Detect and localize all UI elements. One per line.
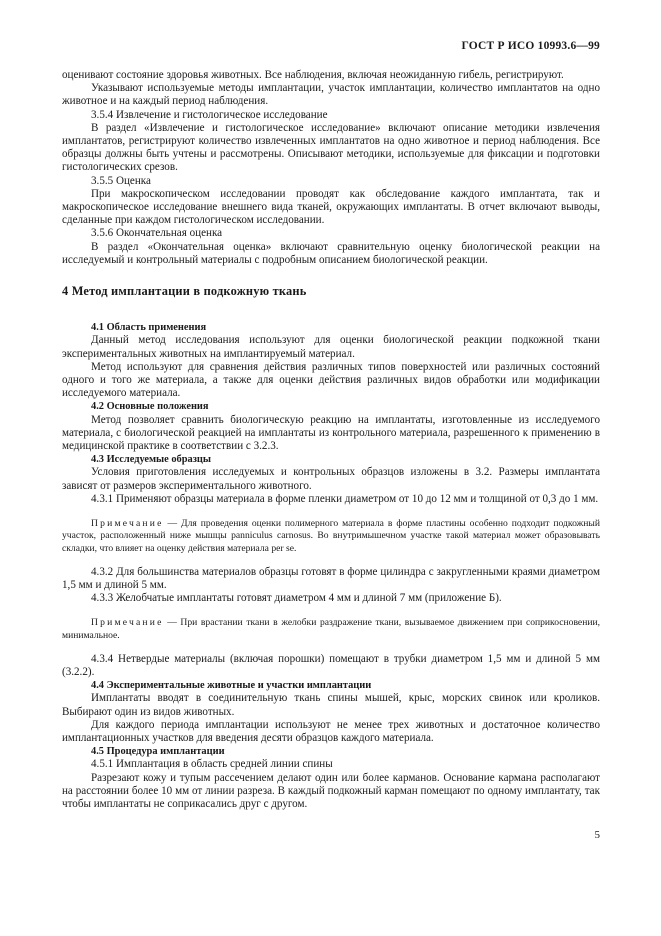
- paragraph: В раздел «Извлечение и гистологическое исследование» включают описание методики извлечения имплантатов, регистрируют количество извлеченных имплантатов на одно животное и период наблюдения. Все образцы должны быть учтены и рассмотрены. Описывают методики, используемые для фиксации и подготовки гистологических срезов.: [62, 121, 600, 174]
- paragraph: Для каждого периода имплантации используют не менее трех животных и достаточное количество имплантационных участков для введения десяти образцов каждого материала.: [62, 718, 600, 744]
- subsection-heading: 4.5 Процедура имплантации: [91, 746, 225, 758]
- document-code-header: ГОСТ Р ИСО 10993.6—99: [461, 40, 600, 52]
- paragraph: При макроскопическом исследовании проводят как обследование каждого имплантата, так и макроскопическое исследование внешнего вида тканей, окружающих имплантаты. В отчет включают выводы, сделанные при каждом гистологическом исследовании.: [62, 187, 600, 227]
- paragraph: Условия приготовления исследуемых и контрольных образцов изложены в 3.2. Размеры имплантата зависят от размеров экспериментального животного.: [62, 466, 600, 492]
- note-label: Примечание: [91, 617, 164, 629]
- note-label: Примечание: [91, 518, 164, 530]
- paragraph: 4.3.3 Желобчатые имплантаты готовят диаметром 4 мм и длиной 7 мм (приложение Б).: [91, 592, 502, 605]
- note-text: — При врастании ткани в желобки раздражение ткани, вызываемое движением при соприкосновении, минимальное.: [62, 617, 600, 641]
- document-body: [62, 69, 600, 811]
- paragraph: Данный метод исследования используют для оценки биологической реакции подкожной ткани экспериментальных животных на имплантируемый материал.: [62, 334, 600, 360]
- paragraph: Разрезают кожу и тупым рассечением делают один или более карманов. Основание кармана располагают на расстоянии более 10 мм от линии разреза. В каждый подкожный карман помещают по одному имплантату, так чтобы имплантаты не соприкасались друг с другом.: [62, 771, 600, 810]
- paragraph: оценивают состояние здоровья животных. Все наблюдения, включая неожиданную гибель, регистрируют.: [62, 69, 564, 81]
- paragraph: Имплантаты вводят в соединительную ткань спины мышей, крыс, морских свинок или кроликов. Выбирают один из видов животных.: [62, 692, 600, 718]
- subsection-heading: 4.4 Экспериментальные животные и участки имплантации: [91, 680, 372, 692]
- paragraph: Метод используют для сравнения действия различных типов поверхностей или различных состояний одного и того же материала, а также для оценки действия различных видов обработки или модификации исследуемого материала.: [62, 360, 600, 400]
- subsection-heading: 4.3 Исследуемые образцы: [91, 454, 211, 466]
- section-heading: 4 Метод имплантации в подкожную ткань: [62, 284, 307, 299]
- subsection-title: 3.5.5 Оценка: [91, 174, 151, 187]
- subsection-title: 3.5.6 Окончательная оценка: [91, 227, 223, 240]
- paragraph: Указывают используемые методы имплантации, участок имплантации, количество имплантатов на одно животное и на каждый период наблюдения.: [62, 82, 600, 108]
- subsection-heading: 4.1 Область применения: [91, 322, 207, 334]
- note: [62, 617, 600, 641]
- subsection-heading: 4.2 Основные положения: [91, 401, 209, 413]
- subsection-title: 3.5.4 Извлечение и гистологическое исследование: [91, 108, 328, 121]
- paragraph: 4.3.2 Для большинства материалов образцы готовят в форме цилиндра с закругленными краями диаметром 1,5 мм и длиной 5 мм.: [62, 565, 600, 591]
- note: [62, 518, 600, 555]
- paragraph: Метод позволяет сравнить биологическую реакцию на имплантаты, изготовленные из исследуемого материала, с биологической реакцией на имплантаты из контрольного материала, разрешенного к применению в медицинской практике в соответствии с 3.2.3.: [62, 413, 600, 453]
- paragraph: 4.3.4 Нетвердые материалы (включая порошки) помещают в трубки диаметром 1,5 мм и длиной 5 мм (3.2.2).: [62, 652, 600, 678]
- note-text: — Для проведения оценки полимерного материала в форме пластины особенно подходит подкожный участок, расположенный ниже мышцы panniculus carnosus. Во внутримышечном участке такой материал может образовывать складки, что влияет на оценку действия материала per se.: [62, 518, 600, 554]
- paragraph: 4.3.1 Применяют образцы материала в форме пленки диаметром от 10 до 12 мм и толщиной от 0,3 до 1 мм.: [91, 492, 599, 505]
- paragraph: В раздел «Окончательная оценка» включают сравнительную оценку биологической реакции на исследуемый и контрольный материалы с подробным описанием биологической реакции.: [62, 240, 600, 266]
- page-number: 5: [594, 829, 600, 841]
- subsection-title: 4.5.1 Имплантация в область средней линии спины: [91, 758, 333, 771]
